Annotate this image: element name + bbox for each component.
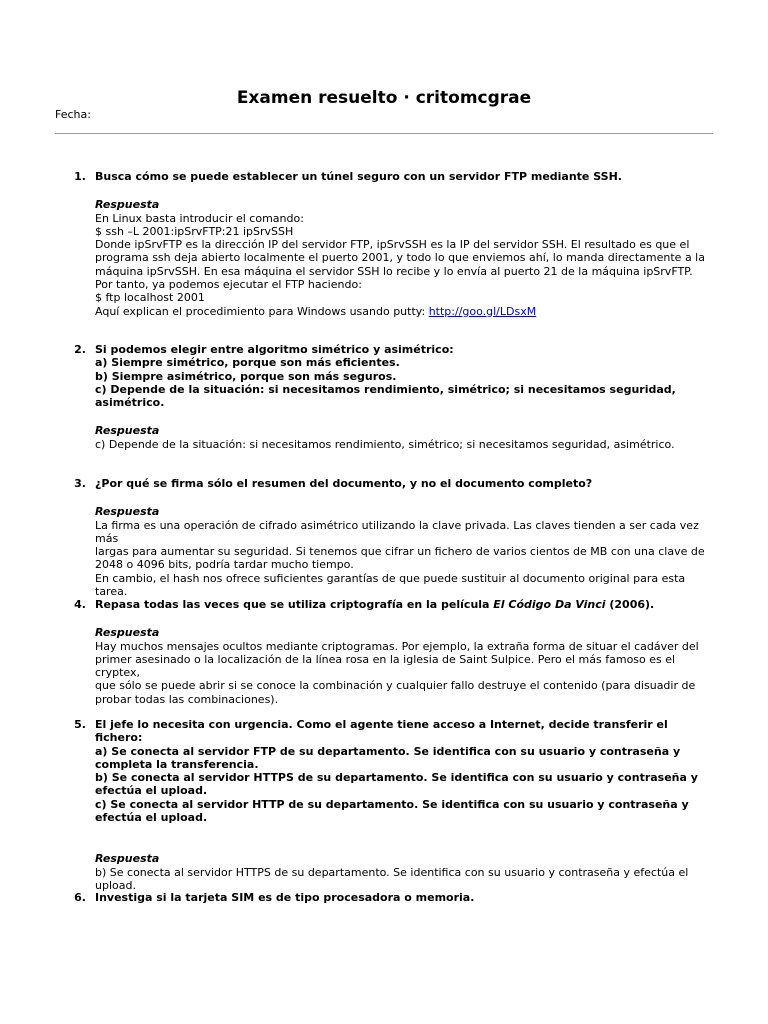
answer-block: Respuesta Hay muchos mensajes ocultos mediante criptogramas. Por ejemplo, la extraña forma de situar el cadáver del primer asesinado o la localización de la línea rosa en la iglesia de Saint Sulpice. Pero el más famoso es el cryptex, que sólo se puede abrir si se conoce la combinación y cualquier fallo destruye el contenido (para disuadir de probar todas las combinaciones). bbox=[95, 626, 713, 706]
answer-block: Respuesta b) Se conecta al servidor HTTPS de su departamento. Se identifica con su usuario y contraseña y efectúa el upload. bbox=[95, 852, 713, 892]
question-number: 2. bbox=[74, 343, 86, 356]
question-text: Busca cómo se puede establecer un túnel seguro con un servidor FTP mediante SSH. bbox=[95, 170, 622, 183]
putty-guide-link[interactable]: http://goo.gl/LDsxM bbox=[428, 304, 537, 318]
answer-label: Respuesta bbox=[95, 852, 160, 866]
question-number: 3. bbox=[74, 477, 86, 490]
film-title: El Código Da Vinci bbox=[493, 598, 606, 611]
answer-label: Respuesta bbox=[95, 198, 160, 212]
answer-label: Respuesta bbox=[95, 424, 160, 438]
answer-block: Respuesta La firma es una operación de cifrado asimétrico utilizando la clave privada. Las claves tienden a ser cada vez más largas para aumentar su seguridad. Si tenemos que cifrar un fichero de varios cientos de MB con una clave de 2048 o 4096 bits, podría tardar mucho tiempo. En cambio, el hash nos ofrece suficientes garantías de que puede sustituir al documento original para esta tarea. bbox=[95, 505, 713, 598]
question-number: 5. bbox=[74, 718, 86, 731]
question-text: Si podemos elegir entre algoritmo simétrico y asimétrico: a) Siempre simétrico, porque son más eficientes. b) Siempre asimétrico, porque son más seguros. c) Depende de la situación: si necesitamos rendimiento, simétrico; si necesitamos seguridad, asimétrico. bbox=[95, 343, 676, 410]
question-text: Investiga si la tarjeta SIM es de tipo procesadora o memoria. bbox=[95, 891, 475, 904]
question-text: Repasa todas las veces que se utiliza criptografía en la película El Código Da Vinci (2006). bbox=[95, 598, 655, 611]
header-divider bbox=[55, 133, 713, 134]
question-number: 1. bbox=[74, 170, 86, 183]
answer-block: Respuesta En Linux basta introducir el comando: $ ssh –L 2001:ipSrvFTP:21 ipSrvSSH Donde ipSrvFTP es la dirección IP del servidor FTP, ipSrvSSH es la IP del servidor SSH. El resultado es que el programa ssh deja abierto localmente el puerto 2001, y todo lo que enviemos ahí, lo manda directamente a la máquina ipSrvSSH. En esa máquina el servidor SSH lo recibe y lo envía al puerto 21 de la máquina ipSrvFTP. Por tanto, ya podemos ejecutar el FTP haciendo: $ ftp localhost 2001 Aquí explican el procedimiento para Windows usando putty: http://goo.gl/LDsxM bbox=[95, 198, 713, 318]
date-label: Fecha: bbox=[55, 108, 91, 121]
question-number: 4. bbox=[74, 598, 86, 611]
page-title: Examen resuelto · critomcgrae bbox=[236, 88, 532, 108]
question-text: ¿Por qué se firma sólo el resumen del documento, y no el documento completo? bbox=[95, 477, 593, 490]
answer-label: Respuesta bbox=[95, 505, 160, 519]
question-text: El jefe lo necesita con urgencia. Como el agente tiene acceso a Internet, decide transferir el fichero: a) Se conecta al servidor FTP de su departamento. Se identifica con su usuario y contraseña y completa la transferencia. b) Se conecta al servidor HTTPS de su departamento. Se identifica con su usuario y contraseña y efectúa el upload. c) Se conecta al servidor HTTP de su departamento. Se identifica con su usuario y contraseña y efectúa el upload. bbox=[95, 718, 698, 825]
question-number: 6. bbox=[74, 891, 86, 904]
answer-label: Respuesta bbox=[95, 626, 160, 640]
answer-block: Respuesta c) Depende de la situación: si necesitamos rendimiento, simétrico; si necesitamos seguridad, asimétrico. bbox=[95, 424, 713, 451]
